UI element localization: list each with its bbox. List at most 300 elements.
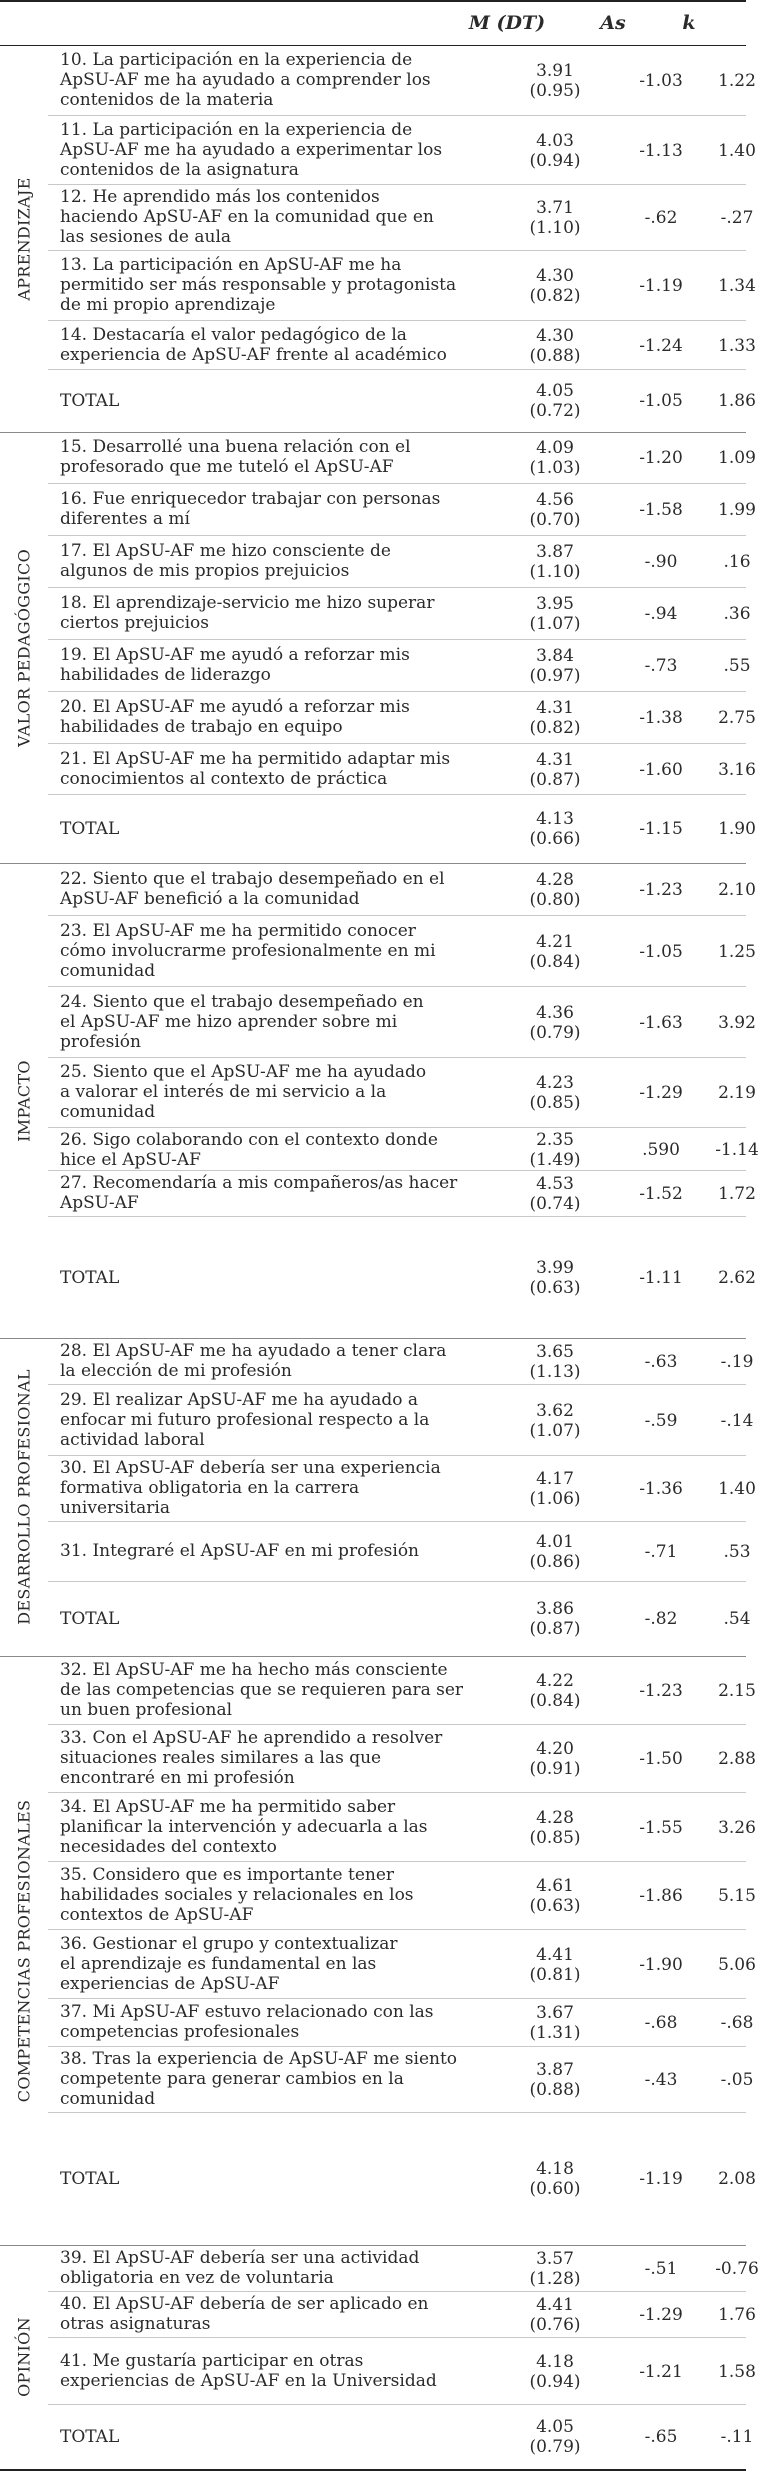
mean-value: 3.71 [536,198,574,218]
sd-value: (0.81) [529,1965,581,1985]
kurtosis-value: 2.19 [718,1083,756,1103]
table-row [48,2047,754,2113]
sd-value: (0.66) [529,829,581,849]
table-row [48,1999,754,2047]
mean-value: 4.28 [536,1808,574,1828]
kurtosis-value: 2.62 [718,1268,756,1288]
kurtosis-value: .55 [723,656,751,676]
mean-sd-cell [500,1342,610,1382]
total-label: TOTAL [60,1268,120,1288]
item-text-line: haciendo ApSU-AF en la comunidad que en [60,207,434,227]
item-text-line: 22. Siento que el trabajo desempeñado en el [60,869,445,889]
item-text [60,645,500,685]
section-6 [0,2245,759,2469]
item-text [60,2294,500,2334]
item-text-line: comunidad [60,961,156,981]
item-text-line: 18. El aprendizaje-servicio me hizo superar [60,593,435,613]
sd-value: (1.10) [529,218,581,238]
item-text [60,2049,500,2109]
item-text-line: diferentes a mí [60,509,190,529]
item-text-line: 41. Me gustaría participar en otras [60,2351,364,2371]
section-divider [0,1656,746,1657]
mean-sd-cell [500,1073,610,1113]
mean-sd-cell [500,1671,610,1711]
mean-value: 3.65 [536,1342,574,1362]
mean-value: 4.30 [536,326,574,346]
mean-sd-cell [500,326,610,366]
total-row [48,795,756,863]
sd-value: (0.91) [529,1759,581,1779]
section-label-cell [0,46,48,432]
item-text-line: 31. Integraré el ApSU-AF en mi profesión [60,1541,420,1561]
skewness-value: -1.63 [639,1013,683,1033]
item-text [60,1062,500,1122]
item-text-line: el ApSU-AF me hizo aprender sobre mi [60,1012,398,1032]
skewness-value: -1.86 [639,1886,683,1906]
skewness-value: -.65 [644,2427,678,2447]
mean-sd-cell [500,61,610,101]
mean-value: 4.41 [536,2295,574,2315]
item-text [60,255,500,315]
sd-value: (0.84) [529,952,581,972]
item-text [60,120,500,180]
skewness-value: -1.23 [639,1681,683,1701]
section-divider [0,1338,746,1339]
item-text-line: universitaria [60,1498,170,1518]
sd-value: (0.82) [529,718,581,738]
mean-sd-cell [500,2417,610,2457]
kurtosis-value: -0.76 [715,2259,759,2279]
item-text [60,1865,500,1925]
item-text-line: 21. El ApSU-AF me ha permitido adaptar mis [60,749,451,769]
kurtosis-value: 1.86 [718,391,756,411]
sd-value: (0.79) [529,1023,581,1043]
sd-value: (0.76) [529,2315,581,2335]
mean-sd-cell [500,1599,610,1639]
item-text-line: 39. El ApSU-AF debería ser una actividad [60,2248,420,2268]
section-label: VALOR PEDAGÓGGICO [14,548,34,747]
mean-value: 3.95 [536,594,574,614]
total-label: TOTAL [60,2169,120,2189]
sd-value: (0.85) [529,1828,581,1848]
kurtosis-value: 1.58 [718,2362,756,2382]
mean-sd-cell [500,932,610,972]
sd-value: (0.86) [529,1552,581,1572]
table-row [48,432,756,484]
skewness-value: -1.23 [639,880,683,900]
kurtosis-value: 5.15 [718,1886,756,1906]
item-text-line: 24. Siento que el trabajo desempeñado en [60,992,424,1012]
mean-value: 4.53 [536,1174,574,1194]
item-text [60,1797,500,1857]
item-text-line: 34. El ApSU-AF me ha permitido saber [60,1797,396,1817]
table-row [48,2338,756,2405]
item-text [60,325,500,365]
mean-sd-cell [500,2159,610,2199]
skewness-value: -.51 [644,2259,678,2279]
kurtosis-value: 1.40 [718,1479,756,1499]
item-text-line: ApSU-AF me ha ayudado a experimentar los [60,140,443,160]
item-text [60,1173,500,1213]
mean-value: 4.31 [536,698,574,718]
item-text-line: planificar la intervención y adecuarla a las [60,1817,428,1837]
skewness-value: -.62 [644,208,678,228]
item-text-line: necesidades del contexto [60,1837,277,1857]
table-row [48,1385,754,1456]
kurtosis-value: 3.26 [718,1818,756,1838]
mean-value: 3.87 [536,542,574,562]
section-divider [0,2245,746,2246]
table-row [48,1522,751,1582]
item-text-line: ApSU-AF [60,1193,139,1213]
sd-value: (1.10) [529,562,581,582]
mean-sd-cell [500,1003,610,1043]
sd-value: (0.87) [529,770,581,790]
kurtosis-value: -1.14 [715,1140,759,1160]
section-label-cell [0,863,48,1338]
skewness-value: -1.52 [639,1184,683,1204]
skewness-value: -1.19 [639,276,683,296]
sd-value: (0.87) [529,1619,581,1639]
item-text-line: 14. Destacaría el valor pedagógico de la [60,325,407,345]
section-label-cell [0,2245,48,2469]
sd-value: (0.94) [529,151,581,171]
mean-sd-cell [500,1945,610,1985]
kurtosis-value: 1.99 [718,500,756,520]
sd-value: (1.28) [529,2269,581,2289]
section-divider [0,432,746,433]
skewness-value: -1.19 [639,2169,683,2189]
skewness-value: -.68 [644,2013,678,2033]
table-row [48,2245,759,2292]
mean-value: 4.17 [536,1469,574,1489]
kurtosis-value: 1.22 [718,71,756,91]
item-text-line: 15. Desarrollé una buena relación con el [60,437,411,457]
mean-value: 4.21 [536,932,574,952]
section-label: DESARROLLO PROFESIONAL [14,1369,34,1625]
skewness-value: -1.20 [639,448,683,468]
kurtosis-value: -.68 [720,2013,754,2033]
sd-value: (0.63) [529,1896,581,1916]
item-text [60,1541,500,1561]
mean-value: 4.30 [536,266,574,286]
item-text-line: el aprendizaje es fundamental en las [60,1954,377,1974]
table-row [48,1725,756,1793]
mean-sd-cell [500,381,610,421]
mean-value: 4.31 [536,750,574,770]
skewness-value: -.90 [644,552,678,572]
sd-value: (0.79) [529,2437,581,2457]
kurtosis-value: 3.16 [718,760,756,780]
mean-value: 3.67 [536,2003,574,2023]
item-text-line: 30. El ApSU-AF debería ser una experiencia [60,1458,441,1478]
item-text-line: contextos de ApSU-AF [60,1905,254,1925]
item-text-line: 11. La participación en la experiencia de [60,120,413,140]
sd-value: (1.07) [529,614,581,634]
mean-sd-cell [500,2003,610,2043]
table-row [48,1128,759,1171]
total-label: TOTAL [60,1609,120,1629]
table-row [48,116,756,185]
item-text-line: experiencias de ApSU-AF en la Universidad [60,2371,437,2391]
item-text [60,1130,500,1170]
sd-value: (0.74) [529,1194,581,1214]
item-text-line: 36. Gestionar el grupo y contextualizar [60,1934,398,1954]
table-row [48,2292,756,2338]
skewness-value: -1.11 [639,1268,683,1288]
mean-sd-cell [500,1469,610,1509]
item-text [60,749,500,789]
mean-sd-cell [500,870,610,910]
skewness-value: .590 [642,1140,680,1160]
mean-value: 4.18 [536,2352,574,2372]
item-text [60,1728,500,1788]
total-label: TOTAL [60,391,120,411]
item-text-line: a valorar el interés de mi servicio a la [60,1082,387,1102]
skewness-value: -.82 [644,1609,678,1629]
item-text-line: competencias profesionales [60,2022,300,2042]
section-divider [0,863,746,864]
mean-sd-cell [500,646,610,686]
table-row [48,321,756,370]
kurtosis-value: .16 [723,552,751,572]
item-text-line: conocimientos al contexto de práctica [60,769,388,789]
item-text-line: de mi propio aprendizaje [60,295,276,315]
table-row [48,1058,756,1128]
item-text [60,437,500,477]
sd-value: (0.88) [529,2080,581,2100]
header-as: As [600,11,626,34]
item-text [60,2351,500,2391]
mean-sd-cell [500,594,610,634]
mean-sd-cell [500,1876,610,1916]
item-text-line: comunidad [60,1102,156,1122]
item-text-line: 33. Con el ApSU-AF he aprendido a resolver [60,1728,443,1748]
table-row [48,1793,756,1862]
item-text-line: comunidad [60,2089,156,2109]
section-label-cell [0,1656,48,2245]
item-text-line: 27. Recomendaría a mis compañeros/as hacer [60,1173,458,1193]
table-row [48,692,756,744]
mean-value: 3.87 [536,2060,574,2080]
item-text [60,593,500,633]
mean-value: 2.35 [536,1130,574,1150]
mean-sd-cell [500,490,610,530]
section-label: OPINIÓN [14,2317,34,2397]
sd-value: (0.70) [529,510,581,530]
mean-sd-cell [500,266,610,306]
section-label: IMPACTO [14,1059,34,1142]
mean-value: 3.86 [536,1599,574,1619]
item-text-line: ciertos prejuicios [60,613,209,633]
table-row [48,1171,756,1217]
sd-value: (1.31) [529,2023,581,2043]
mean-sd-cell [500,698,610,738]
item-text-line: profesión [60,1032,141,1052]
mean-sd-cell [500,1130,610,1170]
mean-sd-cell [500,2295,610,2335]
item-text-line: la elección de mi profesión [60,1361,292,1381]
mean-sd-cell [500,750,610,790]
item-text-line: experiencia de ApSU-AF frente al académico [60,345,447,365]
item-text-line: permitido ser más responsable y protagonista [60,275,457,295]
item-text-line: 12. He aprendido más los contenidos [60,187,380,207]
item-text-line: 38. Tras la experiencia de ApSU-AF me siento [60,2049,458,2069]
sd-value: (0.97) [529,666,581,686]
item-text-line: 29. El realizar ApSU-AF me ha ayudado a [60,1390,418,1410]
item-text-line: profesorado que me tuteló el ApSU-AF [60,457,394,477]
skewness-value: -1.29 [639,1083,683,1103]
skewness-value: -1.24 [639,336,683,356]
item-text-line: las sesiones de aula [60,227,232,247]
total-label: TOTAL [60,819,120,839]
kurtosis-value: -.11 [720,2427,754,2447]
item-text-line: 37. Mi ApSU-AF estuvo relacionado con las [60,2002,434,2022]
kurtosis-value: 3.92 [718,1013,756,1033]
table-row [48,987,756,1058]
mean-value: 4.13 [536,809,574,829]
item-text-line: habilidades de trabajo en equipo [60,717,343,737]
item-text-line: enfocar mi futuro profesional respecto a la [60,1410,430,1430]
sd-value: (0.88) [529,346,581,366]
table-row [48,1656,756,1725]
mean-value: 4.23 [536,1073,574,1093]
item-text-line: hice el ApSU-AF [60,1150,201,1170]
mean-value: 4.18 [536,2159,574,2179]
sd-value: (0.80) [529,890,581,910]
mean-sd-cell [500,198,610,238]
mean-sd-cell [500,809,610,849]
item-text-line: habilidades sociales y relacionales en los [60,1885,414,1905]
skewness-value: -1.38 [639,708,683,728]
item-text [60,697,500,737]
item-text-line: experiencias de ApSU-AF [60,1974,280,1994]
kurtosis-value: -.14 [720,1411,754,1431]
mean-sd-cell [500,131,610,171]
table-row [48,744,756,795]
item-text-line: 25. Siento que el ApSU-AF me ha ayudado [60,1062,427,1082]
skewness-value: -.71 [644,1542,678,1562]
mean-value: 3.99 [536,1258,574,1278]
item-text-line: 35. Considero que es importante tener [60,1865,395,1885]
item-text-line: ApSU-AF benefició a la comunidad [60,889,360,909]
kurtosis-value: 2.75 [718,708,756,728]
table-row [48,251,756,321]
skewness-value: -.63 [644,1352,678,1372]
item-text-line: 32. El ApSU-AF me ha hecho más consciente [60,1660,448,1680]
sd-value: (0.82) [529,286,581,306]
total-row [48,1582,751,1656]
item-text-line: cómo involucrarme profesionalmente en mi [60,941,436,961]
section-2 [0,432,756,863]
sd-value: (1.07) [529,1421,581,1441]
section-1 [0,46,756,432]
total-row [48,1217,756,1338]
skewness-value: -1.55 [639,1818,683,1838]
kurtosis-value: 1.90 [718,819,756,839]
mean-value: 3.84 [536,646,574,666]
kurtosis-value: 1.09 [718,448,756,468]
skewness-value: -1.05 [639,391,683,411]
mean-sd-cell [500,2060,610,2100]
mean-value: 4.01 [536,1532,574,1552]
kurtosis-value: 1.72 [718,1184,756,1204]
mean-value: 4.03 [536,131,574,151]
mean-value: 4.36 [536,1003,574,1023]
section-4 [0,1338,756,1656]
skewness-value: -1.15 [639,819,683,839]
kurtosis-value: .54 [723,1609,751,1629]
skewness-value: -1.90 [639,1955,683,1975]
table-row [48,1930,756,1999]
mean-value: 4.05 [536,381,574,401]
sd-value: (0.95) [529,81,581,101]
section-5 [0,1656,756,2245]
item-text-line: 19. El ApSU-AF me ayudó a reforzar mis [60,645,410,665]
kurtosis-value: .53 [723,1542,751,1562]
sd-value: (0.60) [529,2179,581,2199]
item-text [60,2248,500,2288]
item-text-line: 40. El ApSU-AF debería de ser aplicado en [60,2294,429,2314]
section-label: APRENDIZAJE [14,177,34,301]
mean-sd-cell [500,1739,610,1779]
table-row [48,1862,756,1930]
kurtosis-value: 2.15 [718,1681,756,1701]
table-row [48,916,756,987]
sd-value: (0.94) [529,2372,581,2392]
item-text [60,992,500,1052]
item-text-line: formativa obligatoria en la carrera [60,1478,360,1498]
table-row [48,536,751,588]
item-text-line: contenidos de la materia [60,90,274,110]
skewness-value: -1.21 [639,2362,683,2382]
item-text-line: 20. El ApSU-AF me ayudó a reforzar mis [60,697,410,717]
mean-sd-cell [500,1258,610,1298]
mean-value: 3.91 [536,61,574,81]
item-text-line: obligatoria en vez de voluntaria [60,2268,334,2288]
item-text [60,1341,500,1381]
skewness-value: -.43 [644,2070,678,2090]
mean-value: 4.20 [536,1739,574,1759]
kurtosis-value: 1.40 [718,141,756,161]
skewness-value: -.94 [644,604,678,624]
table-row [48,484,756,536]
skewness-value: -.59 [644,1411,678,1431]
mean-value: 4.41 [536,1945,574,1965]
skewness-value: -1.29 [639,2305,683,2325]
kurtosis-value: 2.10 [718,880,756,900]
sd-value: (1.13) [529,1362,581,1382]
mean-value: 3.57 [536,2249,574,2269]
mean-sd-cell [500,1532,610,1572]
item-text-line: ApSU-AF me ha ayudado a comprender los [60,70,431,90]
table-row [48,1338,754,1385]
sd-value: (1.03) [529,458,581,478]
item-text [60,921,500,981]
mean-value: 3.62 [536,1401,574,1421]
mean-value: 4.05 [536,2417,574,2437]
total-row [48,370,756,432]
item-text [60,1458,500,1518]
section-label-cell [0,1338,48,1656]
mean-sd-cell [500,1808,610,1848]
skewness-value: -1.60 [639,760,683,780]
item-text-line: situaciones reales similares a las que [60,1748,382,1768]
header-k: k [682,11,696,34]
item-text-line: de las competencias que se requieren para ser [60,1680,464,1700]
item-text-line: 17. El ApSU-AF me hizo consciente de [60,541,391,561]
item-text [60,1660,500,1720]
